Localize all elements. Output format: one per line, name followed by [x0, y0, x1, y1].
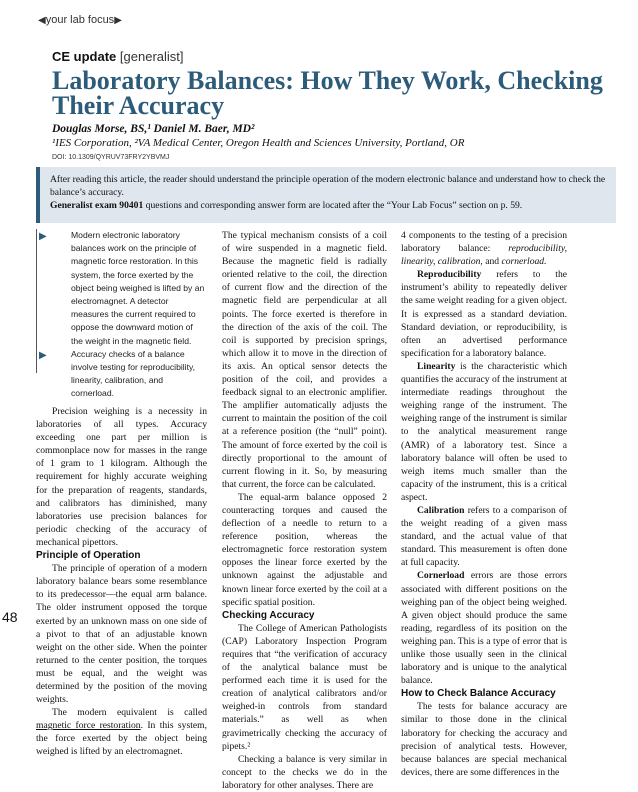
column-2 — [222, 229, 387, 792]
text-run: reproducibility, linearity, calibration, — [401, 243, 567, 268]
list-item — [37, 229, 207, 348]
section-tag — [38, 14, 122, 26]
paragraph — [401, 229, 567, 268]
text-run: refers to the instrument’s ability to repeatedly deliver the same weight reading for a given object. It is expressed as a standard deviation. Standard deviation, or reproducibility, is often an advertised performance specification for a laboratory balance. — [401, 269, 567, 359]
exam-label: Generalist exam 90401 — [50, 200, 144, 211]
term-link: magnetic force restoration — [36, 720, 141, 732]
column-3 — [401, 229, 567, 779]
left-arrow-icon: ◀ — [38, 15, 46, 26]
section-heading: Principle of Operation — [36, 550, 141, 562]
text-run: The modern equivalent is called — [52, 707, 207, 719]
learning-objective-box — [36, 167, 616, 223]
authors: Douglas Morse, BS,¹ Daniel M. Baer, MD² — [52, 123, 255, 135]
list-item — [37, 348, 207, 401]
paragraph — [401, 360, 567, 504]
text-run: errors are those errors associated with different positions on the weighing pan of the object being weighed. A given object should produce the same reading, regardless of its position on the weighing pan. This is a type of error that is unlike those usually seen in the clinical laboratory and is unique to the analytical balance. — [401, 570, 567, 687]
ce-update-line — [52, 49, 184, 64]
text-run: . In this system, the force exerted by the object being weighed is lifted by an electromagnet. — [36, 720, 207, 758]
bullet-text: Accuracy checks of a balance involve testing for reproducibility, linearity, calibration, and cornerload. — [71, 348, 196, 399]
paragraph: The principle of operation of a modern laboratory balance bears some resemblance to its predecessor—the equal arm balance. The older instrument opposed the torque exerted by an unknown mass on one side of a pivot to that of an adjustable known weight on the other side. When the pointer returned to the center position, the torques must be equal, and the weight was determined by the position of the moving weights. — [36, 563, 207, 706]
arrow-bullet-icon: ▶ — [39, 231, 47, 242]
doi: DOI: 10.1309/QYRUV73FRY2YBVMJ — [52, 154, 170, 161]
right-arrow-icon: ▶ — [114, 15, 122, 26]
text-run: 4 components to the testing of a precision laboratory balance: — [401, 230, 567, 255]
paragraph — [401, 504, 567, 569]
bullet-text: Modern electronic laboratory balances work on the principle of magnetic force restoration. In this system, the force exerted by the object being weighed is lifted by an electromagnet. A detector measures the current required to oppose the downward motion of the weight in the magnetic field. — [71, 230, 205, 346]
section-heading: Checking Accuracy — [222, 609, 315, 621]
arrow-bullet-icon: ▶ — [39, 349, 47, 361]
paragraph — [36, 706, 207, 758]
text-run: and — [482, 256, 502, 268]
paragraph: Precision weighing is a necessity in laboratories of all types. Accuracy exceeding one part per million is commonplace now for masses in the range of 1 gram to 1 kilogram. Although the requirement for highly accurate weighing for the preparation of reagents, standards, and calibrators has diminished, many laboratories use precision balances for periodic checking of the accuracy of mechanical pipettors. — [36, 406, 207, 548]
paragraph: The typical mechanism consists of a coil of wire suspended in a magnetic field. Because the magnetic field is radially oriented relative to the coil, the direction of current flow and the direction of the magnetic field are perpendicular at all points. The force exerted is therefore in the direction of the axis of the coil. The coil is supported by precision springs, which allow it to move in the direction of its axis. An optical sensor detects the position of the coil, and provides a feedback signal to an electronic amplifier. The amplifier automatically adjusts the current to maintain the position of the coil at a reference position (the “null” point). The amount of force exerted by the coil is directly proportional to the amount of current flowing in it. So, by measuring that current, the force can be calculated. — [222, 230, 387, 490]
ce-label: CE update — [52, 49, 117, 64]
section-heading: How to Check Balance Accuracy — [401, 688, 556, 700]
column-1 — [36, 405, 207, 759]
paragraph — [401, 569, 567, 687]
affiliations: ¹IES Corporation, ²VA Medical Center, Oregon Health and Sciences University, Portland, OR — [52, 137, 465, 149]
paragraph: The tests for balance accuracy are similar to those done in the clinical laboratory for checking the accuracy and precision of analytical tests. However, because balances are special mechanical devices, there are some differences in the — [401, 701, 567, 778]
ce-category: [generalist] — [119, 49, 184, 64]
objective-text: After reading this article, the reader should understand the principle operation of the modern electronic balance and understand how to check the balance’s accuracy. — [50, 174, 606, 198]
page-number: 48 — [2, 609, 18, 625]
paragraph: The equal-arm balance opposed 2 counteracting torques and caused the deflection of a needle to return to a reference position, whereas the electromagnetic force restoration system opposes the linear force exerted by the unknown against the adjustable and known linear force exerted by the coil at a specific spatial position. — [222, 491, 387, 608]
paragraph: The College of American Pathologists (CAP) Laboratory Inspection Program requires that “the verification of accuracy of the analytical balance must be performed each time it is used for the creation of analytical calibrators and/or weighed-in controls from standard materials.” as well as when gravimetrically checking the accuracy of pipets.² — [222, 622, 387, 752]
term: Calibration — [417, 504, 465, 516]
text-run: refers to a comparison of the weight reading of a given mass standard, and the actual value of that standard. This measurement is often done at full capacity. — [401, 504, 567, 569]
text-run: cornerload. — [501, 256, 547, 268]
paragraph — [401, 268, 567, 360]
section-tag-label: your lab focus — [45, 14, 115, 26]
text-run: is the characteristic which quantifies the accuracy of the instrument at intermediate readings throughout the weighing range of the instrument. The weighing range of the instrument is similar to the analytical measurement range (AMR) of a laboratory test. Since a laboratory balance will often be used to weigh items much smaller than the capacity of the instrument, this is a critical aspect. — [401, 360, 567, 503]
paragraph: Checking a balance is very similar in concept to the checks we do in the laboratory for other analyses. There are — [222, 753, 387, 791]
article-title: Laboratory Balances: How They Work, Checking Their Accuracy — [52, 66, 603, 120]
term: Linearity — [417, 360, 456, 372]
exam-text: questions and corresponding answer form are located after the “Your Lab Focus” section on p. 59. — [143, 200, 523, 211]
key-points-list — [36, 229, 207, 399]
term: Cornerload — [417, 570, 465, 582]
term: Reproducibility — [417, 269, 482, 281]
